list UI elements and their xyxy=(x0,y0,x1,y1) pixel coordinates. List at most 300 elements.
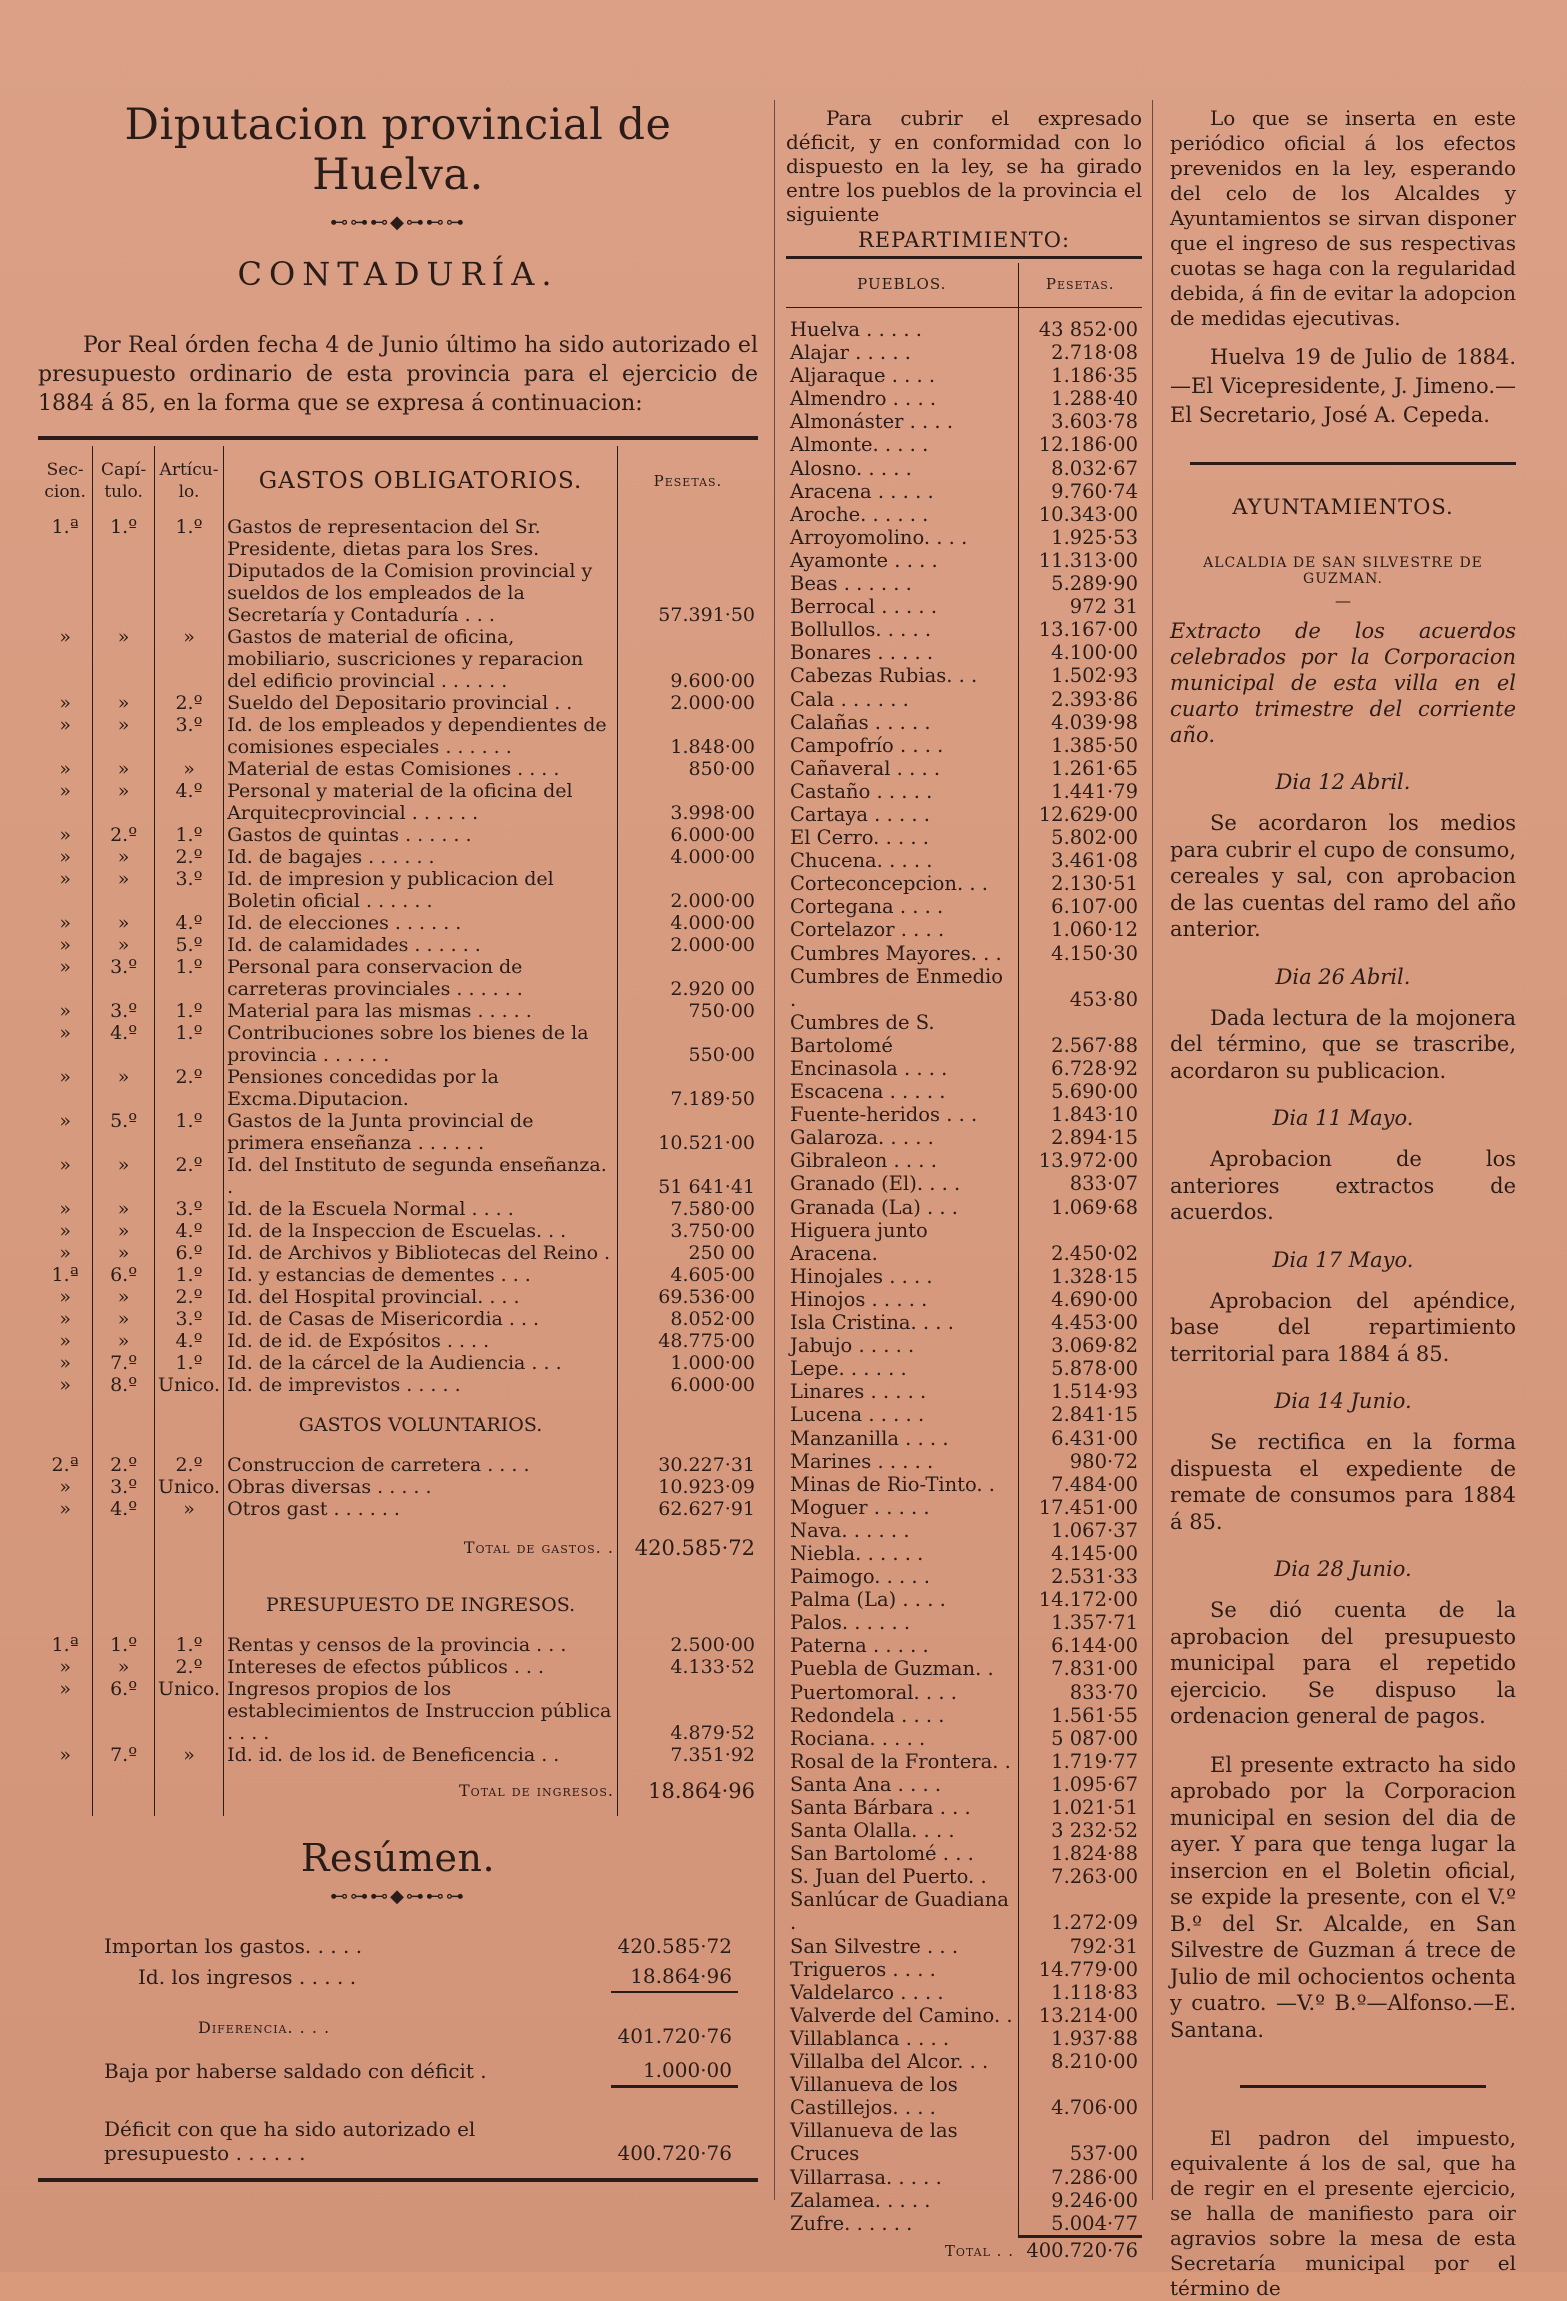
repartimiento-row xyxy=(786,965,1142,1011)
gasto-obligatorio-row xyxy=(38,1264,758,1286)
pueblo-pesetas: 2.393·86 xyxy=(1051,687,1138,711)
gasto-obligatorio-concepto: Contribuciones sobre los bienes de la provincia . . . . . . xyxy=(224,1022,618,1066)
pueblo-name: El Cerro. . . . . xyxy=(786,826,1018,849)
repartimiento-row xyxy=(786,711,1142,734)
gasto-obligatorio-pesetas: 550·00 xyxy=(688,1044,755,1066)
pueblo-pesetas: 7.286·00 xyxy=(1051,2165,1138,2189)
pueblo-pesetas: 1.719·77 xyxy=(1051,1749,1138,1773)
gasto-obligatorio-pesetas: 850·00 xyxy=(688,758,755,780)
pueblo-pesetas: 4.039·98 xyxy=(1051,710,1138,734)
pueblo-pesetas: 14.172·00 xyxy=(1038,1588,1138,1612)
gasto-obligatorio-capitulo: 4.º xyxy=(93,1022,155,1066)
gasto-obligatorio-articulo: 1.º xyxy=(154,1352,223,1374)
gasto-obligatorio-capitulo: » xyxy=(93,868,155,912)
pueblo-pesetas: 4.706·00 xyxy=(1051,2096,1138,2120)
pueblo-name: Aroche. . . . . . xyxy=(786,503,1018,526)
gasto-obligatorio-capitulo: 5.º xyxy=(93,1110,155,1154)
ingreso-row xyxy=(38,1744,758,1766)
gasto-obligatorio-row xyxy=(38,1154,758,1198)
acuerdos-list xyxy=(1170,770,1516,1730)
pueblo-name: San Silvestre . . . xyxy=(786,1935,1018,1958)
repartimiento-row xyxy=(786,688,1142,711)
repartimiento-row xyxy=(786,1496,1142,1519)
gasto-obligatorio-pesetas: 1.000·00 xyxy=(670,1352,755,1374)
acuerdo-text: Dada lectura de la mojonera del término, que se trascribe, acordaron su publicacion. xyxy=(1170,1005,1516,1083)
gasto-obligatorio-articulo: 1.º xyxy=(154,1110,223,1154)
ingreso-pesetas: 4.133·52 xyxy=(670,1656,755,1678)
repartimiento-row xyxy=(786,1727,1142,1750)
pueblo-name: Berrocal . . . . . xyxy=(786,595,1018,618)
gasto-obligatorio-pesetas: 3.998·00 xyxy=(670,802,755,824)
pueblo-pesetas: 4.690·00 xyxy=(1051,1287,1138,1311)
pueblo-name: Hinojos . . . . . xyxy=(786,1288,1018,1311)
ingreso-seccion: 1.ª xyxy=(38,1634,93,1656)
pueblo-pesetas: 1.118·83 xyxy=(1051,1980,1138,2004)
ingreso-concepto: Id. id. de los id. de Beneficencia . . xyxy=(224,1744,618,1766)
gasto-obligatorio-articulo: 5.º xyxy=(154,934,223,956)
pueblo-name: Almonáster . . . . xyxy=(786,410,1018,433)
pueblo-name: Paimogo. . . . . xyxy=(786,1565,1018,1588)
repartimiento-title: REPARTIMIENTO: xyxy=(857,228,1071,252)
gasto-obligatorio-capitulo: 6.º xyxy=(93,1264,155,1286)
repartimiento-row xyxy=(786,1611,1142,1634)
gasto-obligatorio-seccion: » xyxy=(38,912,93,934)
repartimiento-row xyxy=(786,641,1142,664)
total-gastos-label: Total de gastos. . xyxy=(224,1520,618,1576)
pueblo-name: Castaño . . . . . xyxy=(786,780,1018,803)
gasto-obligatorio-pesetas: 69.536·00 xyxy=(658,1286,755,1308)
pueblo-pesetas: 13.214·00 xyxy=(1038,2003,1138,2027)
gasto-obligatorio-pesetas: 4.000·00 xyxy=(670,912,755,934)
pueblo-name: Villarrasa. . . . . xyxy=(786,2166,1018,2189)
voluntarios-title: GASTOS VOLUNTARIOS. xyxy=(224,1396,618,1454)
repartimiento-row xyxy=(786,387,1142,410)
gasto-obligatorio-concepto: Id. de la Escuela Normal . . . . xyxy=(224,1198,618,1220)
gasto-obligatorio-row xyxy=(38,1308,758,1330)
gasto-obligatorio-pesetas: 7.580·00 xyxy=(670,1198,755,1220)
gasto-obligatorio-articulo: 3.º xyxy=(154,868,223,912)
pueblo-pesetas: 7.263·00 xyxy=(1051,1865,1138,1889)
pueblo-pesetas: 1.824·88 xyxy=(1051,1842,1138,1866)
gasto-voluntario-seccion: » xyxy=(38,1498,93,1520)
gasto-voluntario-articulo: » xyxy=(154,1498,223,1520)
pueblo-name: Cabezas Rubias. . . xyxy=(786,664,1018,687)
importan-gastos-label: Importan los gastos. . . . . xyxy=(104,1934,363,1958)
pueblo-name: S. Juan del Puerto. . xyxy=(786,1865,1018,1888)
gasto-obligatorio-concepto: Id. del Hospital provincial. . . . xyxy=(224,1286,618,1308)
pueblo-pesetas: 13.972·00 xyxy=(1038,1149,1138,1173)
pueblo-name: Campofrío . . . . xyxy=(786,734,1018,757)
gasto-obligatorio-seccion: » xyxy=(38,626,93,692)
gasto-obligatorio-seccion: » xyxy=(38,1242,93,1264)
pueblo-pesetas: 1.385·50 xyxy=(1051,733,1138,757)
gasto-obligatorio-row xyxy=(38,912,758,934)
pueblo-pesetas: 6.144·00 xyxy=(1051,1634,1138,1658)
gasto-obligatorio-articulo: 3.º xyxy=(154,714,223,758)
repartimiento-row xyxy=(786,1334,1142,1357)
pueblo-pesetas: 1.069·68 xyxy=(1051,1195,1138,1219)
gasto-obligatorio-row xyxy=(38,956,758,1000)
gasto-obligatorio-pesetas: 51 641·41 xyxy=(658,1176,755,1198)
pueblo-pesetas: 1.095·67 xyxy=(1051,1772,1138,1796)
signature: Huelva 19 de Julio de 1884.—El Vicepresidente, J. Jimeno.—El Secretario, José A. Cepeda. xyxy=(1170,345,1516,427)
pueblo-name: Santa Olalla. . . . xyxy=(786,1819,1018,1842)
repartimiento-row xyxy=(786,618,1142,641)
acuerdo-text: Se rectifica en la forma dispuesta el expediente de remate de consumos para 1884 á 85. xyxy=(1170,1430,1516,1534)
gasto-obligatorio-capitulo: » xyxy=(93,780,155,824)
gasto-obligatorio-concepto: Id. de bagajes . . . . . . xyxy=(224,846,618,868)
ingreso-articulo: » xyxy=(154,1744,223,1766)
gasto-voluntario-pesetas: 62.627·91 xyxy=(658,1498,755,1520)
pueblo-pesetas: 2.841·15 xyxy=(1051,1403,1138,1427)
gasto-obligatorio-seccion: » xyxy=(38,1330,93,1352)
pueblo-name: Galaroza. . . . . xyxy=(786,1126,1018,1149)
gasto-obligatorio-concepto: Pensiones concedidas por la Excma.Diputacion. xyxy=(224,1066,618,1110)
gasto-obligatorio-seccion: » xyxy=(38,1286,93,1308)
repartimiento-row xyxy=(786,2027,1142,2050)
repartimiento-row xyxy=(786,1196,1142,1219)
repartimiento-row xyxy=(786,364,1142,387)
ingreso-capitulo: 1.º xyxy=(93,1634,155,1656)
repartimiento-row xyxy=(786,918,1142,941)
pueblo-name: Marines . . . . . xyxy=(786,1450,1018,1473)
pueblo-pesetas: 7.831·00 xyxy=(1051,1657,1138,1681)
gasto-obligatorio-seccion: » xyxy=(38,1066,93,1110)
gasto-obligatorio-row xyxy=(38,1000,758,1022)
gasto-obligatorio-concepto: Personal para conservacion de carreteras provinciales . . . . . . xyxy=(224,956,618,1000)
acuerdo-date: Dia 11 Mayo. xyxy=(1272,1106,1414,1130)
pueblo-name: Villanueva de las Cruces xyxy=(786,2119,1018,2165)
gasto-obligatorio-seccion: » xyxy=(38,1352,93,1374)
acuerdo-text: Se dió cuenta de la aprobacion del presupuesto municipal para el repetido ejercicio. Se dispuso la ordenacion general de pagos. xyxy=(1170,1598,1516,1728)
dash: — xyxy=(1335,591,1351,610)
table-header xyxy=(38,446,758,516)
gasto-obligatorio-pesetas: 8.052·00 xyxy=(670,1308,755,1330)
gasto-obligatorio-seccion: » xyxy=(38,1022,93,1066)
pueblo-pesetas: 1.288·40 xyxy=(1051,387,1138,411)
repartimiento-row xyxy=(786,757,1142,780)
pueblo-pesetas: 3.069·82 xyxy=(1051,1334,1138,1358)
baja: 1.000·00 xyxy=(642,2058,732,2082)
gasto-obligatorio-pesetas: 7.189·50 xyxy=(670,1088,755,1110)
pueblo-name: Sanlúcar de Guadiana . xyxy=(786,1888,1018,1934)
pueblo-name: Cortegana . . . . xyxy=(786,895,1018,918)
pueblo-name: Santa Ana . . . . xyxy=(786,1773,1018,1796)
gasto-obligatorio-articulo: 1.º xyxy=(154,1264,223,1286)
pueblo-name: Calañas . . . . . xyxy=(786,711,1018,734)
gasto-obligatorio-seccion: » xyxy=(38,758,93,780)
pueblo-name: Gibraleon . . . . xyxy=(786,1149,1018,1172)
pueblo-pesetas: 1.441·79 xyxy=(1051,779,1138,803)
pueblo-name: Redondela . . . . xyxy=(786,1704,1018,1727)
repartimiento-row xyxy=(786,1750,1142,1773)
acuerdo-text: Se acordaron los medios para cubrir el cupo de consumo, cereales y sal, con aprobacion de las cuentas del ramo del año anterior. xyxy=(1170,811,1516,941)
ingreso-articulo: Unico. xyxy=(154,1678,223,1744)
gasto-obligatorio-capitulo: » xyxy=(93,1198,155,1220)
total-mid: 400.720·76 xyxy=(1018,2236,1142,2263)
repartimiento-row xyxy=(786,1634,1142,1657)
gasto-voluntario-concepto: Obras diversas . . . . . xyxy=(224,1476,618,1498)
gasto-obligatorio-seccion: » xyxy=(38,1220,93,1242)
pueblo-name: Ayamonte . . . . xyxy=(786,549,1018,572)
gasto-obligatorio-seccion: » xyxy=(38,1154,93,1198)
pueblo-name: Rosal de la Frontera. . xyxy=(786,1750,1018,1773)
repartimiento-row xyxy=(786,410,1142,433)
repartimiento-table xyxy=(786,263,1142,2263)
pueblo-pesetas: 1.561·55 xyxy=(1051,1703,1138,1727)
gasto-obligatorio-concepto: Gastos de representacion del Sr. Presidente, dietas para los Sres. Diputados de la Comision provincial y sueldos de los empleados de la Secretaría y Contaduría . . . xyxy=(224,516,618,626)
gasto-obligatorio-capitulo: 7.º xyxy=(93,1352,155,1374)
pueblo-name: Aracena . . . . . xyxy=(786,480,1018,503)
ingreso-capitulo: 7.º xyxy=(93,1744,155,1766)
acuerdo-text: Aprobacion de los anteriores extractos de acuerdos. xyxy=(1170,1147,1516,1224)
repartimiento-row xyxy=(786,318,1142,341)
repartimiento-row xyxy=(786,1473,1142,1496)
pueblo-pesetas: 14.779·00 xyxy=(1038,1957,1138,1981)
resumen-ornament: ⊷⊶⊷◆⊶⊷⊶ xyxy=(330,1886,466,1907)
repartimiento-row xyxy=(786,1588,1142,1611)
pueblo-pesetas: 1.060·12 xyxy=(1051,918,1138,942)
gasto-obligatorio-capitulo: » xyxy=(93,626,155,692)
ingreso-pesetas: 4.879·52 xyxy=(670,1722,755,1744)
gasto-obligatorio-capitulo: 3.º xyxy=(93,1000,155,1022)
gasto-voluntario-concepto: Construccion de carretera . . . . xyxy=(224,1454,618,1476)
repartimiento-row xyxy=(786,1403,1142,1426)
pueblo-name: Higuera junto Aracena. xyxy=(786,1219,1018,1265)
pueblo-pesetas: 972 31 xyxy=(1069,595,1138,619)
gasto-obligatorio-pesetas: 4.000·00 xyxy=(670,846,755,868)
gasto-obligatorio-seccion: » xyxy=(38,1000,93,1022)
ingreso-capitulo: » xyxy=(93,1656,155,1678)
pueblo-pesetas: 13.167·00 xyxy=(1038,618,1138,642)
pueblo-pesetas: 43 852·00 xyxy=(1038,318,1138,341)
pueblo-pesetas: 12.629·00 xyxy=(1038,802,1138,826)
gasto-voluntario-capitulo: 3.º xyxy=(93,1476,155,1498)
pueblo-pesetas: 2.894·15 xyxy=(1051,1126,1138,1150)
gasto-obligatorio-capitulo: » xyxy=(93,714,155,758)
pueblo-pesetas: 10.343·00 xyxy=(1038,502,1138,526)
resumen-title: Resúmen. xyxy=(300,1836,496,1880)
alcaldia-title: ALCALDIA DE SAN SILVESTRE DE GUZMAN. xyxy=(1203,555,1483,587)
gasto-obligatorio-capitulo: » xyxy=(93,1066,155,1110)
gasto-obligatorio-seccion: » xyxy=(38,956,93,1000)
gasto-obligatorio-seccion: » xyxy=(38,934,93,956)
gasto-voluntario-articulo: 2.º xyxy=(154,1454,223,1476)
gasto-obligatorio-pesetas: 6.000·00 xyxy=(670,824,755,846)
repartimiento-row xyxy=(786,803,1142,826)
pueblo-pesetas: 8.032·67 xyxy=(1051,456,1138,480)
pueblo-name: Lepe. . . . . . xyxy=(786,1357,1018,1380)
pueblo-pesetas: 537·00 xyxy=(1069,2142,1138,2166)
repartimiento-row xyxy=(786,341,1142,364)
gasto-obligatorio-row xyxy=(38,1286,758,1308)
diferencia: 401.720·76 xyxy=(611,1992,738,2055)
repartimiento-row xyxy=(786,1057,1142,1080)
column-divider-2 xyxy=(1152,100,1153,2200)
repartimiento-row xyxy=(786,1773,1142,1796)
pueblo-name: Valverde del Camino. . xyxy=(786,2004,1018,2027)
repartimiento-row xyxy=(786,1380,1142,1403)
acuerdo-date: Dia 26 Abril. xyxy=(1275,964,1411,989)
gasto-obligatorio-concepto: Personal y material de la oficina del Arquitecprovincial . . . . . . xyxy=(224,780,618,824)
pueblo-pesetas: 792·31 xyxy=(1069,1934,1138,1958)
gasto-obligatorio-row xyxy=(38,824,758,846)
repartimiento-row xyxy=(786,549,1142,572)
pueblo-name: Almonte. . . . . xyxy=(786,433,1018,456)
gasto-obligatorio-capitulo: » xyxy=(93,1308,155,1330)
pueblo-name: Almendro . . . . xyxy=(786,387,1018,410)
pueblo-pesetas: 1.021·51 xyxy=(1051,1796,1138,1819)
ingresos-title: PRESUPUESTO DE INGRESOS. xyxy=(224,1576,618,1634)
gasto-voluntario-articulo: Unico. xyxy=(154,1476,223,1498)
pueblo-name: Manzanilla . . . . xyxy=(786,1427,1018,1450)
gasto-obligatorio-concepto: Gastos de material de oficina, mobiliario, suscriciones y reparacion del edificio provincial . . . . . . xyxy=(224,626,618,692)
gasto-obligatorio-concepto: Id. de impresion y publicacion del Boletin oficial . . . . . . xyxy=(224,868,618,912)
acuerdo-date: Dia 17 Mayo. xyxy=(1272,1247,1414,1272)
pueblo-pesetas: 1.067·37 xyxy=(1051,1518,1138,1542)
acuerdo-text: Aprobacion del apéndice, base del repartimiento territorial para 1884 á 85. xyxy=(1170,1288,1516,1366)
pueblo-pesetas: 1.328·15 xyxy=(1051,1264,1138,1288)
repartimiento-row xyxy=(786,895,1142,918)
pueblo-name: Beas . . . . . . xyxy=(786,572,1018,595)
gasto-obligatorio-row xyxy=(38,934,758,956)
gasto-voluntario-pesetas: 10.923·09 xyxy=(658,1476,755,1498)
ingreso-row xyxy=(38,1678,758,1744)
pueblo-pesetas: 9.246·00 xyxy=(1051,2188,1138,2212)
ingreso-pesetas: 2.500·00 xyxy=(670,1634,755,1656)
repartimiento-row xyxy=(786,1981,1142,2004)
ingreso-articulo: 2.º xyxy=(154,1656,223,1678)
repartimiento-row xyxy=(786,1219,1142,1265)
column-divider-1 xyxy=(774,100,775,2200)
pueblo-name: Encinasola . . . . xyxy=(786,1057,1018,1080)
gasto-obligatorio-capitulo: » xyxy=(93,758,155,780)
gasto-obligatorio-articulo: 4.º xyxy=(154,1330,223,1352)
gasto-obligatorio-articulo: 4.º xyxy=(154,780,223,824)
gasto-obligatorio-row xyxy=(38,1022,758,1066)
pueblo-pesetas: 11.313·00 xyxy=(1038,548,1138,572)
pueblo-pesetas: 1.186·35 xyxy=(1051,364,1138,388)
total-ingresos-label: Total de ingresos. xyxy=(224,1766,618,1816)
pueblo-pesetas: 2.450·02 xyxy=(1051,1241,1138,1265)
repartimiento-row xyxy=(786,2119,1142,2165)
gasto-obligatorio-pesetas: 4.605·00 xyxy=(670,1264,755,1286)
gasto-voluntario-row xyxy=(38,1498,758,1520)
pueblo-name: Rociana. . . . . xyxy=(786,1727,1018,1750)
total-gastos: 420.585·72 xyxy=(634,1536,755,1560)
gasto-obligatorio-articulo: 1.º xyxy=(154,1000,223,1022)
pueblo-name: Granada (La) . . . xyxy=(786,1196,1018,1219)
gasto-obligatorio-articulo: 4.º xyxy=(154,912,223,934)
gasto-obligatorio-seccion: » xyxy=(38,692,93,714)
pueblo-pesetas: 1.937·88 xyxy=(1051,2026,1138,2050)
header-gastos: GASTOS OBLIGATORIOS. xyxy=(224,446,618,516)
gasto-voluntario-pesetas: 30.227·31 xyxy=(658,1454,755,1476)
ingresos xyxy=(38,1634,758,1766)
gasto-obligatorio-capitulo: 8.º xyxy=(93,1374,155,1396)
repartimiento-row xyxy=(786,1704,1142,1727)
repartimiento-row xyxy=(786,2073,1142,2119)
header-articulo: Artícu- lo. xyxy=(154,446,223,516)
pueblo-pesetas: 5.878·00 xyxy=(1051,1357,1138,1381)
repartimiento-row xyxy=(786,1288,1142,1311)
gasto-voluntario-seccion: » xyxy=(38,1476,93,1498)
repartimiento-row xyxy=(786,1172,1142,1195)
pueblo-pesetas: 9.760·74 xyxy=(1051,479,1138,503)
repartimiento-row xyxy=(786,2004,1142,2027)
gasto-obligatorio-seccion: » xyxy=(38,1374,93,1396)
page-title: Diputacion provincial de Huelva. xyxy=(124,100,672,200)
repartimiento-row xyxy=(786,1149,1142,1172)
pueblo-name: Cortelazor . . . . xyxy=(786,918,1018,941)
repartimiento-row xyxy=(786,942,1142,965)
pueblo-pesetas: 4.150·30 xyxy=(1051,941,1138,965)
pueblo-name: Palos. . . . . . xyxy=(786,1611,1018,1634)
gasto-obligatorio-pesetas: 2.000·00 xyxy=(670,692,755,714)
pueblo-name: Villablanca . . . . xyxy=(786,2027,1018,2050)
pueblo-pesetas: 6.728·92 xyxy=(1051,1057,1138,1080)
gasto-obligatorio-concepto: Gastos de quintas . . . . . . xyxy=(224,824,618,846)
gasto-obligatorio-pesetas: 2.920 00 xyxy=(670,978,755,1000)
repartimiento-row xyxy=(786,664,1142,687)
gastos-table xyxy=(38,446,758,1816)
gasto-obligatorio-articulo: » xyxy=(154,626,223,692)
pueblo-name: Cumbres de S. Bartolomé xyxy=(786,1011,1018,1057)
resumen-table xyxy=(98,1931,738,2168)
pueblo-name: Palma (La) . . . . xyxy=(786,1588,1018,1611)
section-title: CONTADURÍA. xyxy=(237,255,559,293)
pueblo-pesetas: 3.461·08 xyxy=(1051,849,1138,873)
right-rule-2 xyxy=(1240,2085,1486,2088)
pueblo-name: Valdelarco . . . . xyxy=(786,1981,1018,2004)
header-capitulo: Capí- tulo. xyxy=(93,446,155,516)
pueblo-name: Alosno. . . . . xyxy=(786,457,1018,480)
gasto-voluntario-capitulo: 2.º xyxy=(93,1454,155,1476)
repartimiento-row xyxy=(786,2166,1142,2189)
gasto-obligatorio-articulo: 2.º xyxy=(154,1286,223,1308)
gasto-obligatorio-capitulo: 2.º xyxy=(93,824,155,846)
gasto-obligatorio-articulo: 1.º xyxy=(154,516,223,626)
gasto-obligatorio-articulo: 3.º xyxy=(154,1198,223,1220)
ingreso-concepto: Rentas y censos de la provincia . . . xyxy=(224,1634,618,1656)
intro-paragraph: Por Real órden fecha 4 de Junio último ha sido autorizado el presupuesto ordinario de esta provincia para el ejercicio de 1884 á 85, en la forma que se expresa á continuacion: xyxy=(38,333,758,416)
gastos-obligatorios xyxy=(38,516,758,1396)
gasto-obligatorio-row xyxy=(38,626,758,692)
pueblo-name: Nava. . . . . . xyxy=(786,1519,1018,1542)
pueblo-name: Isla Cristina. . . . xyxy=(786,1311,1018,1334)
gasto-obligatorio-concepto: Id. y estancias de dementes . . . xyxy=(224,1264,618,1286)
ingreso-capitulo: 6.º xyxy=(93,1678,155,1744)
gasto-obligatorio-row xyxy=(38,516,758,626)
gasto-obligatorio-concepto: Gastos de la Junta provincial de primera enseñanza . . . . . . xyxy=(224,1110,618,1154)
padron-paragraph: El padron del impuesto, equivalente á los de sal, que ha de regir en el presente ejercicio, se halla de manifiesto para oir agravios sobre la mesa de esta Secretaría municipal por el término de xyxy=(1170,2126,1516,2300)
ingreso-row xyxy=(38,1656,758,1678)
gasto-obligatorio-pesetas: 6.000·00 xyxy=(670,1374,755,1396)
repartimiento-row xyxy=(786,457,1142,480)
gasto-obligatorio-pesetas: 48.775·00 xyxy=(658,1330,755,1352)
pueblo-name: Hinojales . . . . xyxy=(786,1265,1018,1288)
pueblo-pesetas: 980·72 xyxy=(1069,1449,1138,1473)
repartimiento-row xyxy=(786,734,1142,757)
ingreso-concepto: Intereses de efectos públicos . . . xyxy=(224,1656,618,1678)
gasto-obligatorio-articulo: 2.º xyxy=(154,1154,223,1198)
pueblo-pesetas: 453·80 xyxy=(1069,987,1138,1011)
repartimiento-row xyxy=(786,572,1142,595)
pueblo-name: Aljaraque . . . . xyxy=(786,364,1018,387)
pueblo-name: Bonares . . . . . xyxy=(786,641,1018,664)
gasto-obligatorio-pesetas: 750·00 xyxy=(688,1000,755,1022)
gasto-obligatorio-row xyxy=(38,780,758,824)
